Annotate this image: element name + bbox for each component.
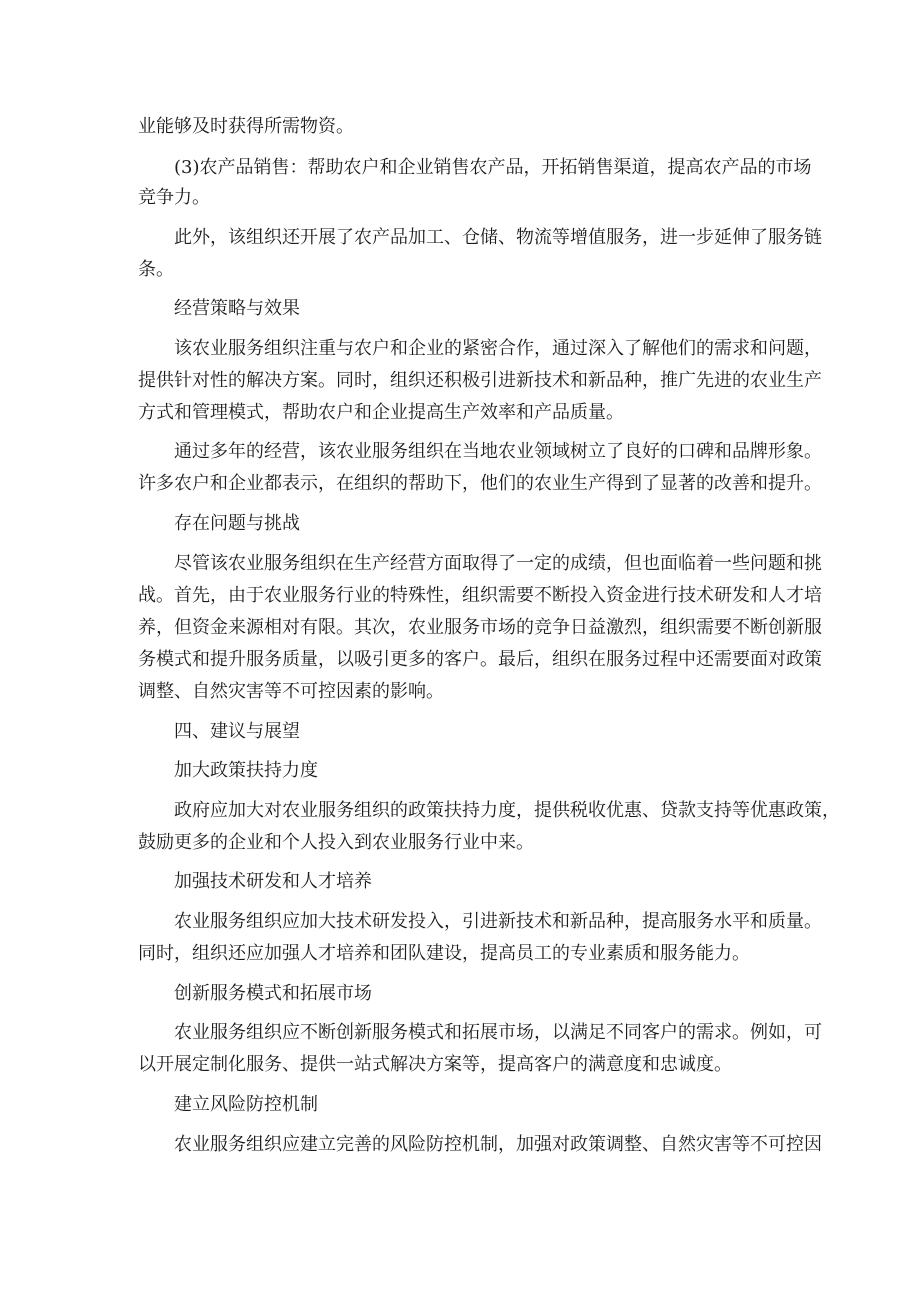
- paragraph-line: 农业服务组织应建立完善的风险防控机制，加强对政策调整、自然灾害等不可控因: [174, 1134, 822, 1155]
- section-heading: 加大政策扶持力度: [174, 760, 318, 781]
- section-heading: 创新服务模式和拓展市场: [174, 983, 372, 1004]
- paragraph-line: 此外，该组织还开展了农产品加工、仓储、物流等增值服务，进一步延伸了服务链: [174, 227, 822, 248]
- paragraph-line: 该农业服务组织注重与农户和企业的紧密合作，通过深入了解他们的需求和问题，: [174, 338, 822, 359]
- paragraph-line: (3)农产品销售：帮助农户和企业销售农产品，开拓销售渠道，提高农产品的市场: [174, 157, 812, 178]
- paragraph-line: 以开展定制化服务、提供一站式解决方案等，提高客户的满意度和忠诚度。: [138, 1054, 732, 1075]
- paragraph-line: 业能够及时获得所需物资。: [138, 116, 354, 137]
- paragraph-line: 同时，组织还应加强人才培养和团队建设，提高员工的专业素质和服务能力。: [138, 943, 750, 964]
- paragraph-line: 许多农户和企业都表示，在组织的帮助下，他们的农业生产得到了显著的改善和提升。: [138, 473, 822, 494]
- section-heading: 加强技术研发和人才培养: [174, 871, 372, 892]
- section-heading: 经营策略与效果: [174, 298, 300, 319]
- paragraph-line: 调整、自然灾害等不可控因素的影响。: [138, 681, 444, 702]
- paragraph-line: 战。首先，由于农业服务行业的特殊性，组织需要不断投入资金进行技术研发和人才培: [138, 585, 822, 606]
- paragraph-line: 养，但资金来源相对有限。其次，农业服务市场的竞争日益激烈，组织需要不断创新服: [138, 617, 822, 638]
- paragraph-line: 农业服务组织应加大技术研发投入，引进新技术和新品种，提高服务水平和质量。: [174, 911, 822, 932]
- section-heading: 四、建议与展望: [174, 721, 300, 742]
- section-heading: 存在问题与挑战: [174, 513, 300, 534]
- paragraph-line: 方式和管理模式，帮助农户和企业提高生产效率和产品质量。: [138, 402, 624, 423]
- paragraph-line: 条。: [138, 259, 174, 280]
- paragraph-line: 尽管该农业服务组织在生产经营方面取得了一定的成绩，但也面临着一些问题和挑: [174, 553, 822, 574]
- paragraph-line: 农业服务组织应不断创新服务模式和拓展市场，以满足不同客户的需求。例如，可: [174, 1022, 822, 1043]
- paragraph-line: 通过多年的经营，该农业服务组织在当地农业领域树立了良好的口碑和品牌形象。: [174, 441, 822, 462]
- paragraph-line: 提供针对性的解决方案。同时，组织还积极引进新技术和新品种，推广先进的农业生产: [138, 370, 822, 391]
- paragraph-line: 鼓励更多的企业和个人投入到农业服务行业中来。: [138, 832, 534, 853]
- paragraph-line: 竞争力。: [138, 187, 210, 208]
- section-heading: 建立风险防控机制: [174, 1094, 318, 1115]
- paragraph-line: 务模式和提升服务质量，以吸引更多的客户。最后，组织在服务过程中还需要面对政策: [138, 649, 822, 670]
- paragraph-line: 政府应加大对农业服务组织的政策扶持力度，提供税收优惠、贷款支持等优惠政策，: [174, 800, 840, 821]
